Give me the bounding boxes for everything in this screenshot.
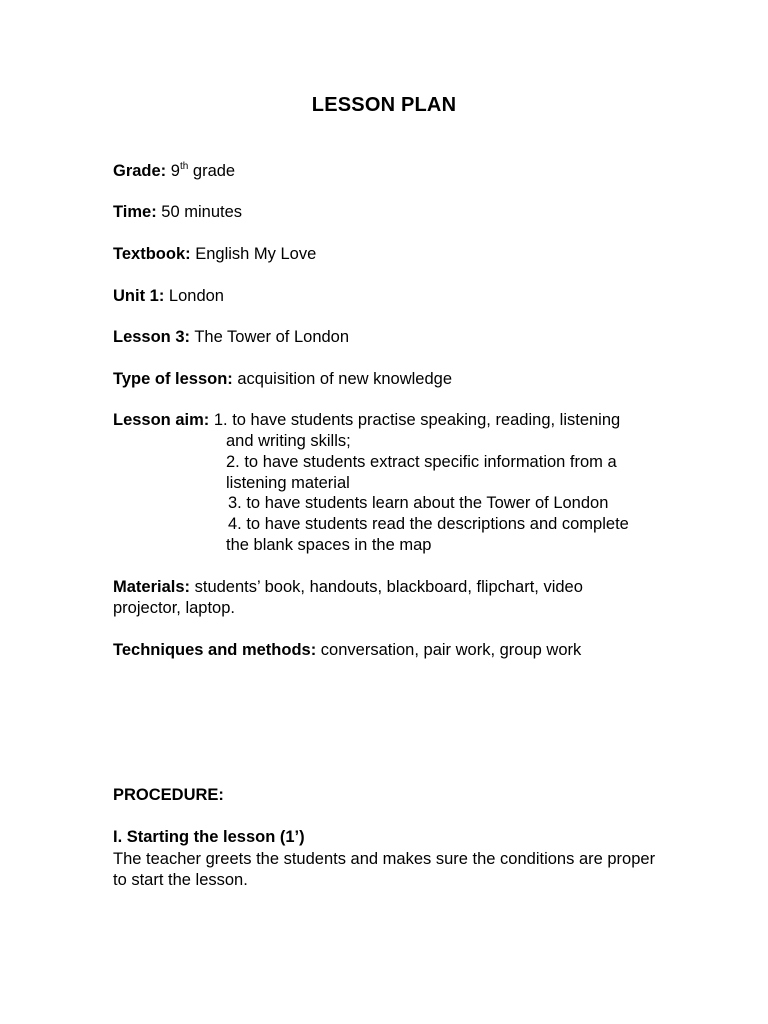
lesson-aim-line-1: 1. to have students practise speaking, reading, listening (209, 411, 621, 429)
time-field (113, 203, 713, 222)
textbook-field (113, 245, 713, 264)
techniques-label: Techniques and methods: (113, 641, 317, 659)
section-1-text: The teacher greets the students and makes sure the conditions are proper to start the lesson. (113, 850, 656, 889)
lesson-aim-first-line (113, 411, 620, 430)
section-1-heading: I. Starting the lesson (1’) (113, 828, 305, 846)
materials-field (113, 577, 653, 618)
grade-field (113, 162, 713, 181)
textbook-value: English My Love (190, 245, 317, 263)
grade-unit: grade (188, 162, 236, 180)
lesson-aim-label: Lesson aim: (113, 411, 210, 429)
materials-value: students’ book, handouts, blackboard, flipchart, video projector, laptop. (113, 578, 583, 617)
materials-label: Materials: (113, 578, 191, 596)
procedure-heading: PROCEDURE: (113, 786, 224, 804)
techniques-field (113, 641, 713, 660)
lesson-value: The Tower of London (190, 328, 350, 346)
unit-field (113, 287, 713, 306)
type-of-lesson-value: acquisition of new knowledge (232, 370, 453, 388)
lesson-aim-line-4: listening material (226, 474, 350, 492)
lesson-aim-line-5: 3. to have students learn about the Tower of London (228, 494, 609, 512)
lesson-aim-line-3: 2. to have students extract specific information from a (226, 453, 617, 471)
type-of-lesson-label: Type of lesson: (113, 370, 233, 388)
grade-label: Grade: (113, 162, 167, 180)
unit-value: London (164, 287, 224, 305)
grade-value (171, 162, 235, 180)
grade-ordinal-suffix: th (179, 161, 189, 172)
textbook-label: Textbook: (113, 245, 191, 263)
time-label: Time: (113, 203, 157, 221)
lesson-aim-line-6: 4. to have students read the descriptions and complete (228, 515, 629, 533)
lesson-aim-line-2: and writing skills; (226, 432, 351, 450)
grade-number: 9 (170, 162, 180, 180)
type-of-lesson-field (113, 370, 713, 389)
page-title: LESSON PLAN (311, 94, 457, 116)
lesson-aim-line-7: the blank spaces in the map (226, 536, 432, 554)
techniques-value: conversation, pair work, group work (316, 641, 582, 659)
lesson-field (113, 328, 713, 347)
lesson-label: Lesson 3: (113, 328, 191, 346)
time-value: 50 minutes (156, 203, 243, 221)
unit-label: Unit 1: (113, 287, 165, 305)
